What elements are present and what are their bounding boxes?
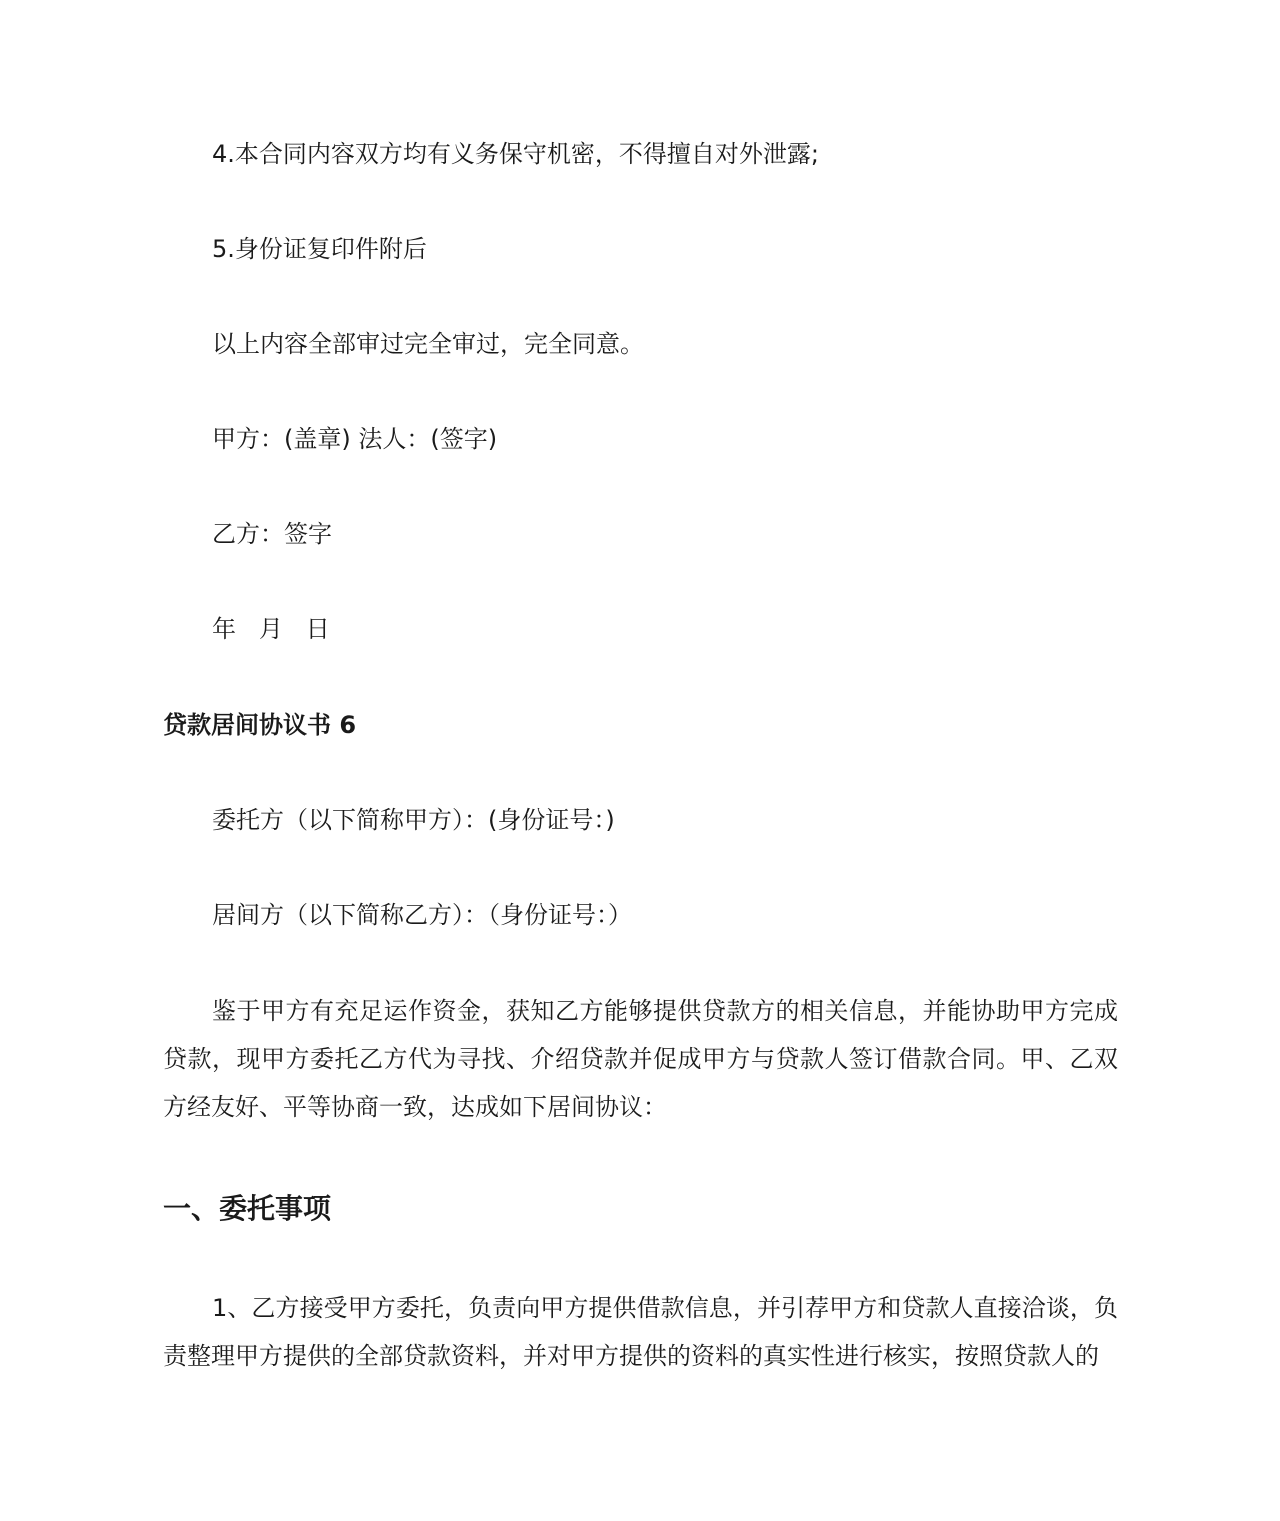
clause-1-paragraph: 1、乙方接受甲方委托，负责向甲方提供借款信息，并引荐甲方和贷款人直接洽谈，负责整理甲方提供的全部贷款资料，并对甲方提供的资料的真实性进行核实，按照贷款人的 (163, 1294, 1118, 1370)
principal-party-line: 委托方（以下简称甲方）：(身份证号：) (212, 806, 615, 834)
clause-item-4: 4.本合同内容双方均有义务保守机密，不得擅自对外泄露; (212, 140, 819, 168)
agreement-title: 贷款居间协议书 6 (163, 711, 357, 739)
preamble-paragraph: 鉴于甲方有充足运作资金，获知乙方能够提供贷款方的相关信息，并能协助甲方完成贷款，现甲方委托乙方代为寻找、介绍贷款并促成甲方与贷款人签订借款合同。甲、乙双方经友好、平等协商一致，达成如下居间协议： (163, 997, 1118, 1121)
party-a-signature-line: 甲方：(盖章) 法人：(签字) (212, 425, 498, 453)
clause-item-5: 5.身份证复印件附后 (212, 235, 427, 263)
agreement-statement: 以上内容全部审过完全审过，完全同意。 (212, 330, 644, 358)
party-b-signature-line: 乙方：签字 (212, 520, 332, 548)
date-line: 年 月 日 (212, 615, 330, 643)
section-1-heading: 一、委托事项 (163, 1192, 332, 1225)
intermediary-party-line: 居间方（以下简称乙方）：（身份证号：） (212, 901, 632, 929)
